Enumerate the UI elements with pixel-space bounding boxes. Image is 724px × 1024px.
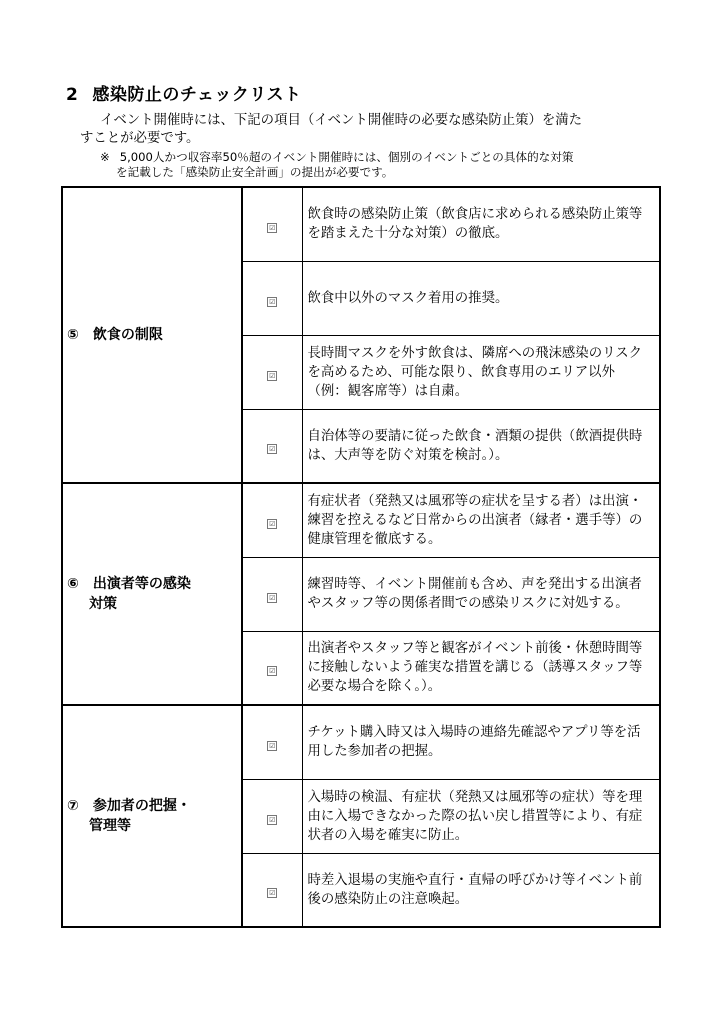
checklist-item-text: チケット購入時又は入場時の連絡先確認やアプリ等を活用した参加者の把握。 bbox=[302, 705, 660, 779]
checkbox-icon[interactable]: ☑ bbox=[269, 445, 276, 454]
checkbox-icon[interactable]: ☑ bbox=[269, 519, 276, 528]
checkbox-cell bbox=[242, 557, 302, 631]
checklist-item-text: 長時間マスクを外す飲食は、隣席への飛沫感染のリスクを高めるため、可能な限り、飲食専用のエリア以外（例：観客席等）は自粛。 bbox=[302, 335, 660, 409]
category-cell bbox=[62, 705, 242, 927]
checkbox-cell bbox=[242, 335, 302, 409]
checklist-row bbox=[62, 705, 660, 779]
checkbox-cell bbox=[242, 631, 302, 705]
checkbox-cell bbox=[242, 853, 302, 927]
checklist-item-text: 有症状者（発熱又は風邪等の症状を呈する者）は出演・練習を控えるなど日常からの出演者（縁者・選手等）の健康管理を徹底する。 bbox=[302, 483, 660, 557]
checklist-item-text: 出演者やスタッフ等と観客がイベント前後・休憩時間等に接触しないよう確実な措置を講じる（誘導スタッフ等必要な場合を除く。）。 bbox=[302, 631, 660, 705]
checkbox-icon[interactable]: ☑ bbox=[269, 741, 276, 750]
category-label bbox=[63, 796, 241, 836]
checkbox-icon[interactable]: ☑ bbox=[269, 889, 276, 898]
section-number: 2 bbox=[66, 85, 79, 105]
checklist-row bbox=[62, 187, 660, 261]
checkbox-cell bbox=[242, 483, 302, 557]
checkbox-icon[interactable]: ☑ bbox=[269, 297, 276, 306]
checkbox-icon[interactable]: ☑ bbox=[269, 667, 276, 676]
checkbox-icon[interactable]: ☑ bbox=[269, 815, 276, 824]
checklist-table bbox=[61, 186, 661, 928]
checkbox-icon[interactable]: ☑ bbox=[269, 223, 276, 232]
note-line-1: 5,000人かつ収容率50％超のイベント開催時には、個別のイベントごとの具体的な対策 bbox=[119, 150, 574, 164]
category-label-line-2: 管理等 bbox=[89, 818, 131, 834]
category-label-line-2: 対策 bbox=[89, 596, 117, 612]
checkbox-cell bbox=[242, 705, 302, 779]
category-label bbox=[63, 325, 241, 345]
note-paragraph bbox=[100, 150, 660, 180]
checkbox-icon[interactable]: ☑ bbox=[269, 371, 276, 380]
category-label-line-1: 出演者等の感染 bbox=[92, 576, 191, 592]
intro-paragraph bbox=[80, 112, 660, 148]
category-cell bbox=[62, 187, 242, 483]
section-title bbox=[66, 80, 302, 105]
checkbox-cell bbox=[242, 409, 302, 483]
checklist-item-text: 練習時等、イベント開催前も含め、声を発出する出演者やスタッフ等の関係者間での感染リスクに対処する。 bbox=[302, 557, 660, 631]
category-cell bbox=[62, 483, 242, 705]
section-title-text: 感染防止のチェックリスト bbox=[92, 85, 302, 105]
checklist-item-text: 自治体等の要請に従った飲食・酒類の提供（飲酒提供時は、大声等を防ぐ対策を検討。）。 bbox=[302, 409, 660, 483]
checkbox-icon[interactable]: ☑ bbox=[269, 593, 276, 602]
category-label bbox=[63, 574, 241, 614]
category-number: ⑦ bbox=[67, 798, 79, 814]
intro-line-1: イベント開催時には、下記の項目（イベント開催時の必要な感染防止策）を満た bbox=[100, 113, 583, 128]
category-number: ⑥ bbox=[67, 576, 79, 592]
checklist-item-text: 入場時の検温、有症状（発熱又は風邪等の症状）等を理由に入場できなかった際の払い戻し措置等により、有症状者の入場を確実に防止。 bbox=[302, 779, 660, 853]
checklist-item-text: 時差入退場の実施や直行・直帰の呼びかけ等イベント前後の感染防止の注意喚起。 bbox=[302, 853, 660, 927]
note-mark: ※ bbox=[100, 150, 110, 164]
category-number: ⑤ bbox=[67, 327, 79, 343]
note-line-2: を記載した「感染防止安全計画」の提出が必要です。 bbox=[116, 165, 394, 179]
intro-line-2: すことが必要です。 bbox=[80, 131, 200, 146]
checkbox-cell bbox=[242, 187, 302, 261]
checkbox-cell bbox=[242, 779, 302, 853]
category-label-line-1: 参加者の把握・ bbox=[92, 798, 191, 814]
checkbox-cell bbox=[242, 261, 302, 335]
checklist-item-text: 飲食中以外のマスク着用の推奨。 bbox=[302, 261, 660, 335]
category-label-line-1: 飲食の制限 bbox=[92, 327, 163, 343]
checklist-row bbox=[62, 483, 660, 557]
checklist-item-text: 飲食時の感染防止策（飲食店に求められる感染防止策等を踏まえた十分な対策）の徹底。 bbox=[302, 187, 660, 261]
